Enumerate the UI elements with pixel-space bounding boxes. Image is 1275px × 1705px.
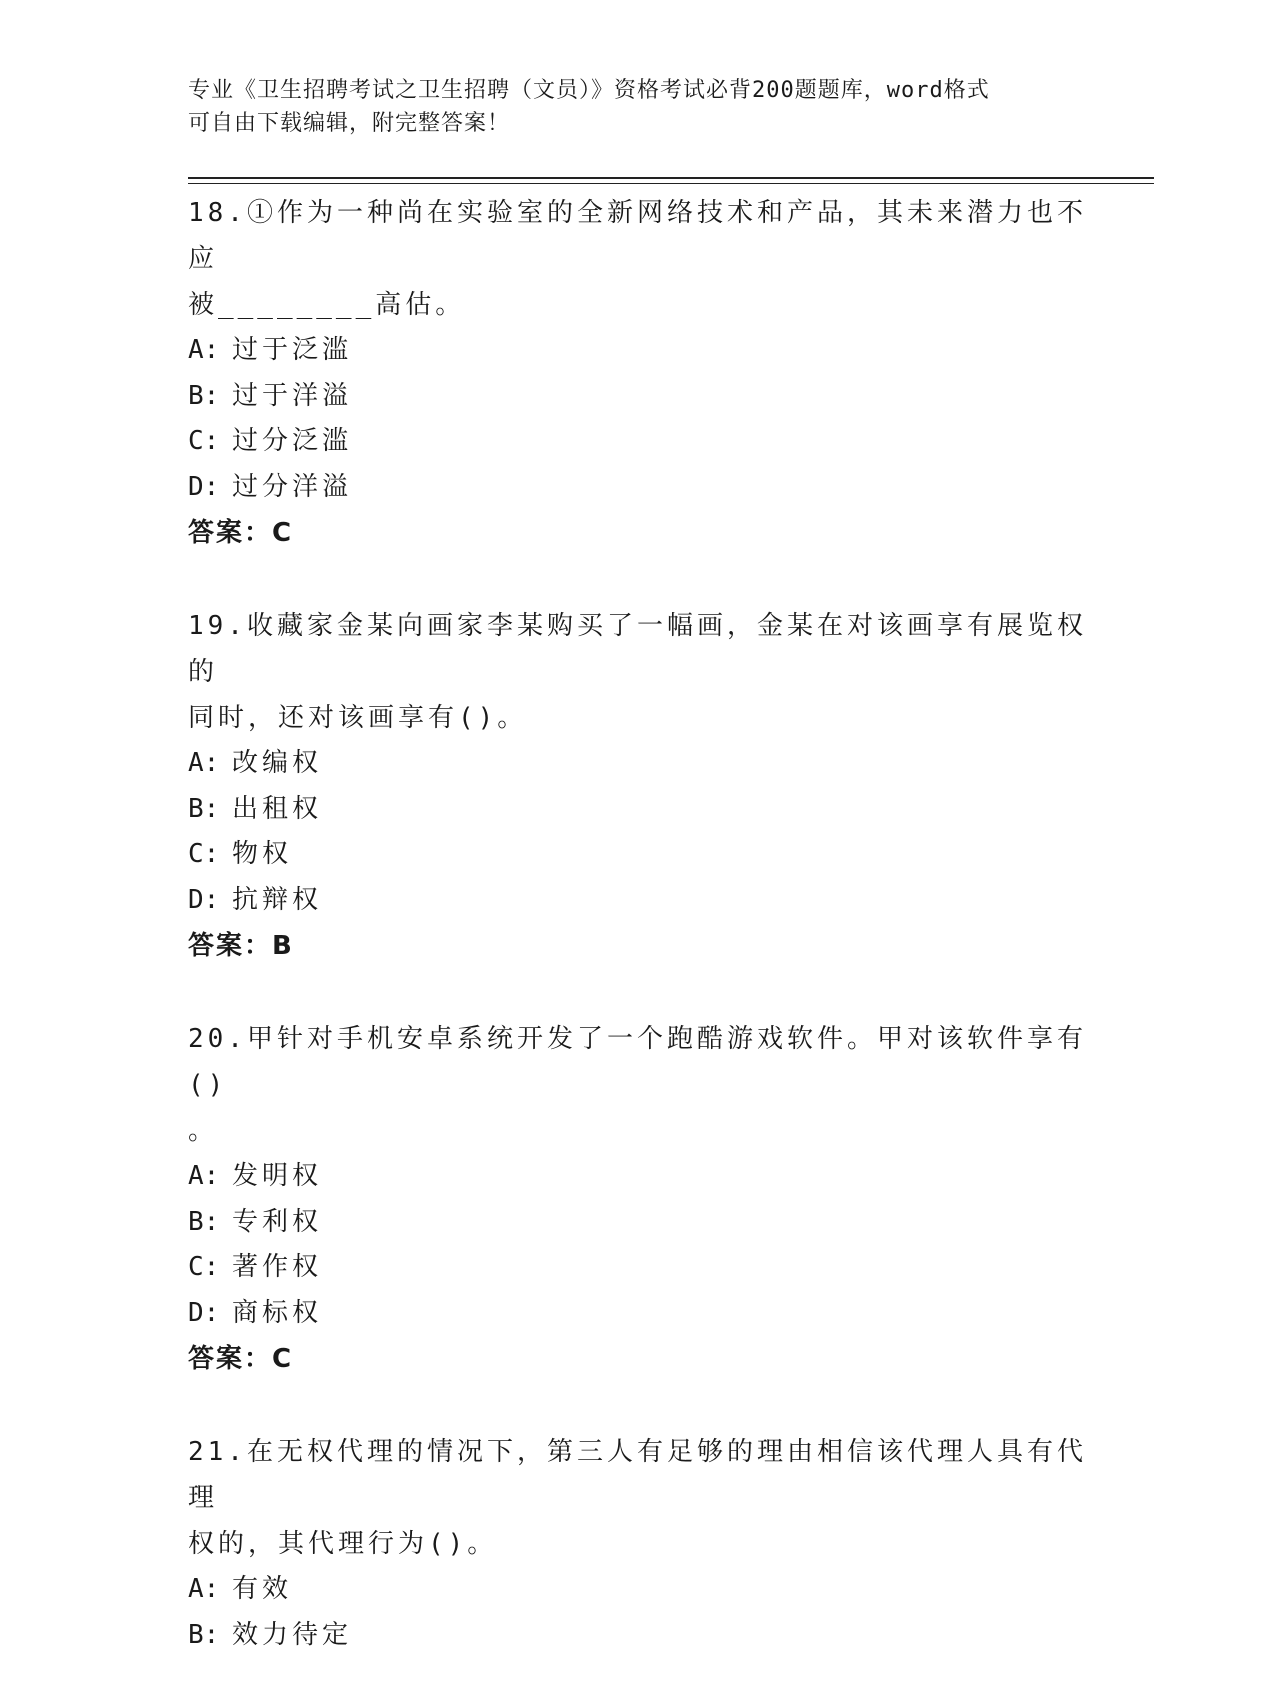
header-divider-thin	[188, 183, 1154, 184]
option-text: 抗辩权	[232, 884, 323, 915]
document-header	[188, 74, 1068, 140]
question-18	[188, 190, 1088, 556]
answer-line: 答案：C	[188, 518, 294, 548]
option-key: A:	[188, 748, 220, 778]
question-stem-line: 20.甲针对手机安卓系统开发了一个跑酷游戏软件。甲对该软件享有()	[188, 1024, 1087, 1100]
option-key: D:	[188, 471, 220, 502]
question-stem-line: 。	[188, 1116, 219, 1146]
option-d	[188, 878, 1088, 924]
option-text: 过于泛滥	[232, 335, 353, 365]
option-key: D:	[188, 1297, 220, 1328]
option-text: 过分泛滥	[232, 426, 353, 456]
option-b	[188, 1200, 1088, 1246]
option-a	[188, 328, 1088, 374]
option-text: 改编权	[232, 748, 323, 778]
question-21	[188, 1429, 1088, 1658]
option-a	[188, 1567, 1088, 1613]
option-text: 有效	[232, 1574, 293, 1604]
option-key: B:	[188, 1619, 220, 1650]
option-key: A:	[188, 335, 220, 365]
option-d	[188, 1291, 1088, 1337]
question-stem-line: 权的，其代理行为()。	[188, 1529, 498, 1559]
option-d	[188, 465, 1088, 511]
option-key: B:	[188, 793, 220, 824]
option-b	[188, 374, 1088, 420]
header-line-1: 专业《卫生招聘考试之卫生招聘（文员）》资格考试必背200题题库，word格式	[188, 78, 990, 103]
question-stem-line: 19.收藏家金某向画家李某购买了一幅画，金某在对该画享有展览权的	[188, 611, 1087, 687]
question-stem-line: 21.在无权代理的情况下，第三人有足够的理由相信该代理人具有代理	[188, 1437, 1087, 1513]
option-b	[188, 1613, 1088, 1659]
option-key: C:	[188, 1252, 220, 1282]
option-a	[188, 741, 1088, 787]
option-key: C:	[188, 426, 220, 456]
question-19	[188, 603, 1088, 969]
question-stem-line: 同时，还对该画享有()。	[188, 703, 528, 733]
option-text: 著作权	[232, 1252, 323, 1282]
option-text: 专利权	[232, 1206, 323, 1237]
option-text: 物权	[232, 839, 293, 869]
option-text: 商标权	[232, 1297, 323, 1328]
option-key: B:	[188, 1206, 220, 1237]
option-key: D:	[188, 884, 220, 915]
option-text: 发明权	[232, 1161, 323, 1191]
answer-line: 答案：C	[188, 1344, 294, 1374]
question-stem	[188, 1016, 1088, 1154]
option-a	[188, 1154, 1088, 1200]
question-list	[188, 190, 1088, 1705]
header-divider-thick	[188, 177, 1154, 179]
option-b	[188, 787, 1088, 833]
question-20	[188, 1016, 1088, 1382]
question-stem-line: 被________高估。	[188, 290, 466, 320]
option-text: 效力待定	[232, 1619, 353, 1650]
question-stem-line: 18.①作为一种尚在实验室的全新网络技术和产品，其未来潜力也不应	[188, 198, 1087, 274]
question-stem	[188, 1429, 1088, 1567]
option-key: C:	[188, 839, 220, 869]
option-key: A:	[188, 1161, 220, 1191]
option-c	[188, 1245, 1088, 1291]
option-text: 过于洋溢	[232, 380, 353, 411]
header-line-2: 可自由下载编辑，附完整答案！	[188, 111, 511, 136]
option-key: A:	[188, 1574, 220, 1604]
option-text: 出租权	[232, 793, 323, 824]
option-text: 过分洋溢	[232, 471, 353, 502]
option-c	[188, 832, 1088, 878]
option-key: B:	[188, 380, 220, 411]
question-stem	[188, 190, 1088, 328]
option-c	[188, 419, 1088, 465]
answer-line: 答案：B	[188, 931, 294, 961]
question-stem	[188, 603, 1088, 741]
